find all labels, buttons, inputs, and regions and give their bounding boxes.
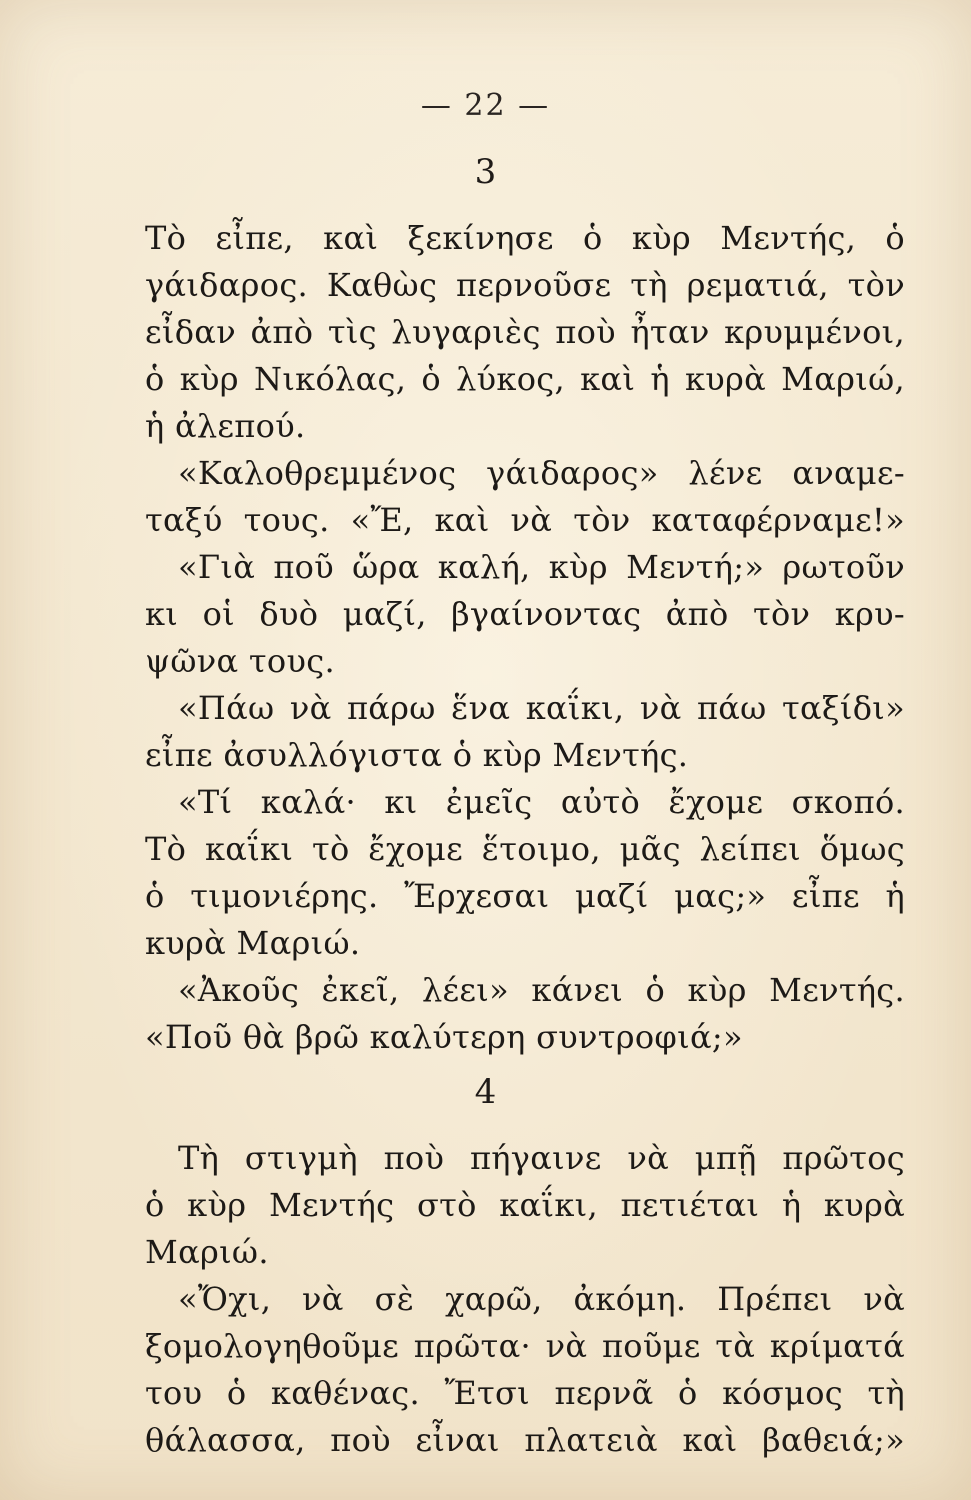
paragraph-line: «Γιὰ ποῦ ὥρα καλή, κὺρ Μεντή;» ρωτοῦν (178, 548, 905, 586)
paragraph-line: Τὴ στιγμὴ ποὺ πήγαινε νὰ μπῇ πρῶτος (178, 1139, 905, 1177)
paragraph-line: ψῶνα τους. (145, 642, 335, 680)
paragraph-line: Τὸ καΐκι τὸ ἔχομε ἕτοιμο, μᾶς λείπει ὅμως (145, 830, 905, 868)
paragraph-line: ὁ κὺρ Μεντής στὸ καΐκι, πετιέται ἡ κυρὰ (145, 1186, 905, 1224)
paragraph-line: «Ὄχι, νὰ σὲ χαρῶ, ἀκόμη. Πρέπει νὰ (178, 1280, 905, 1318)
paragraph-line: «Πάω νὰ πάρω ἕνα καΐκι, νὰ πάω ταξίδι» (178, 689, 905, 727)
section-number-3: 3 (474, 152, 497, 192)
paragraph-line: ξομολογηθοῦμε πρῶτα· νὰ ποῦμε τὰ κρίματά (145, 1327, 905, 1365)
paragraph-line: εἶπε ἀσυλλόγιστα ὁ κὺρ Μεντής. (145, 736, 689, 774)
paragraph-line: Τὸ εἶπε, καὶ ξεκίνησε ὁ κὺρ Μεντής, ὁ (145, 219, 905, 257)
paragraph-line: γάιδαρος. Καθὼς περνοῦσε τὴ ρεματιά, τὸν (145, 266, 905, 304)
paragraph-line: κυρὰ Μαριώ. (145, 924, 361, 962)
paragraph-line: «Ἀκοῦς ἐκεῖ, λέει» κάνει ὁ κὺρ Μεντής. (178, 971, 905, 1009)
paragraph-line: θάλασσα, ποὺ εἶναι πλατειὰ καὶ βαθειά;» (145, 1421, 905, 1459)
paragraph-line: κι οἱ δυὸ μαζί, βγαίνοντας ἀπὸ τὸν κρυ- (145, 595, 905, 633)
paragraph-line: εἶδαν ἀπὸ τὶς λυγαριὲς ποὺ ἦταν κρυμμένοι, (145, 313, 905, 351)
paragraph-line: ἡ ἀλεπού. (145, 407, 306, 445)
paragraph-line: «Καλοθρεμμένος γάιδαρος» λένε αναμε- (178, 454, 905, 492)
page-number: — 22 — (420, 88, 551, 123)
paragraph-line: ὁ τιμονιέρης. Ἔρχεσαι μαζί μας;» εἶπε ἡ (145, 877, 905, 915)
paragraph-line: Μαριώ. (145, 1233, 269, 1271)
paragraph-line: «Τί καλά· κι ἐμεῖς αὐτὸ ἔχομε σκοπό. (178, 783, 905, 821)
paragraph-line: του ὁ καθένας. Ἔτσι περνᾶ ὁ κόσμος τὴ (145, 1374, 905, 1412)
paragraph-line: ταξύ τους. «Ἔ, καὶ νὰ τὸν καταφέρναμε!» (145, 501, 905, 539)
section-number-4: 4 (474, 1072, 497, 1112)
paragraph-line: ὁ κὺρ Νικόλας, ὁ λύκος, καὶ ἡ κυρὰ Μαριώ, (145, 360, 905, 398)
paragraph-line: «Ποῦ θὰ βρῶ καλύτερη συντροφιά;» (145, 1018, 743, 1056)
